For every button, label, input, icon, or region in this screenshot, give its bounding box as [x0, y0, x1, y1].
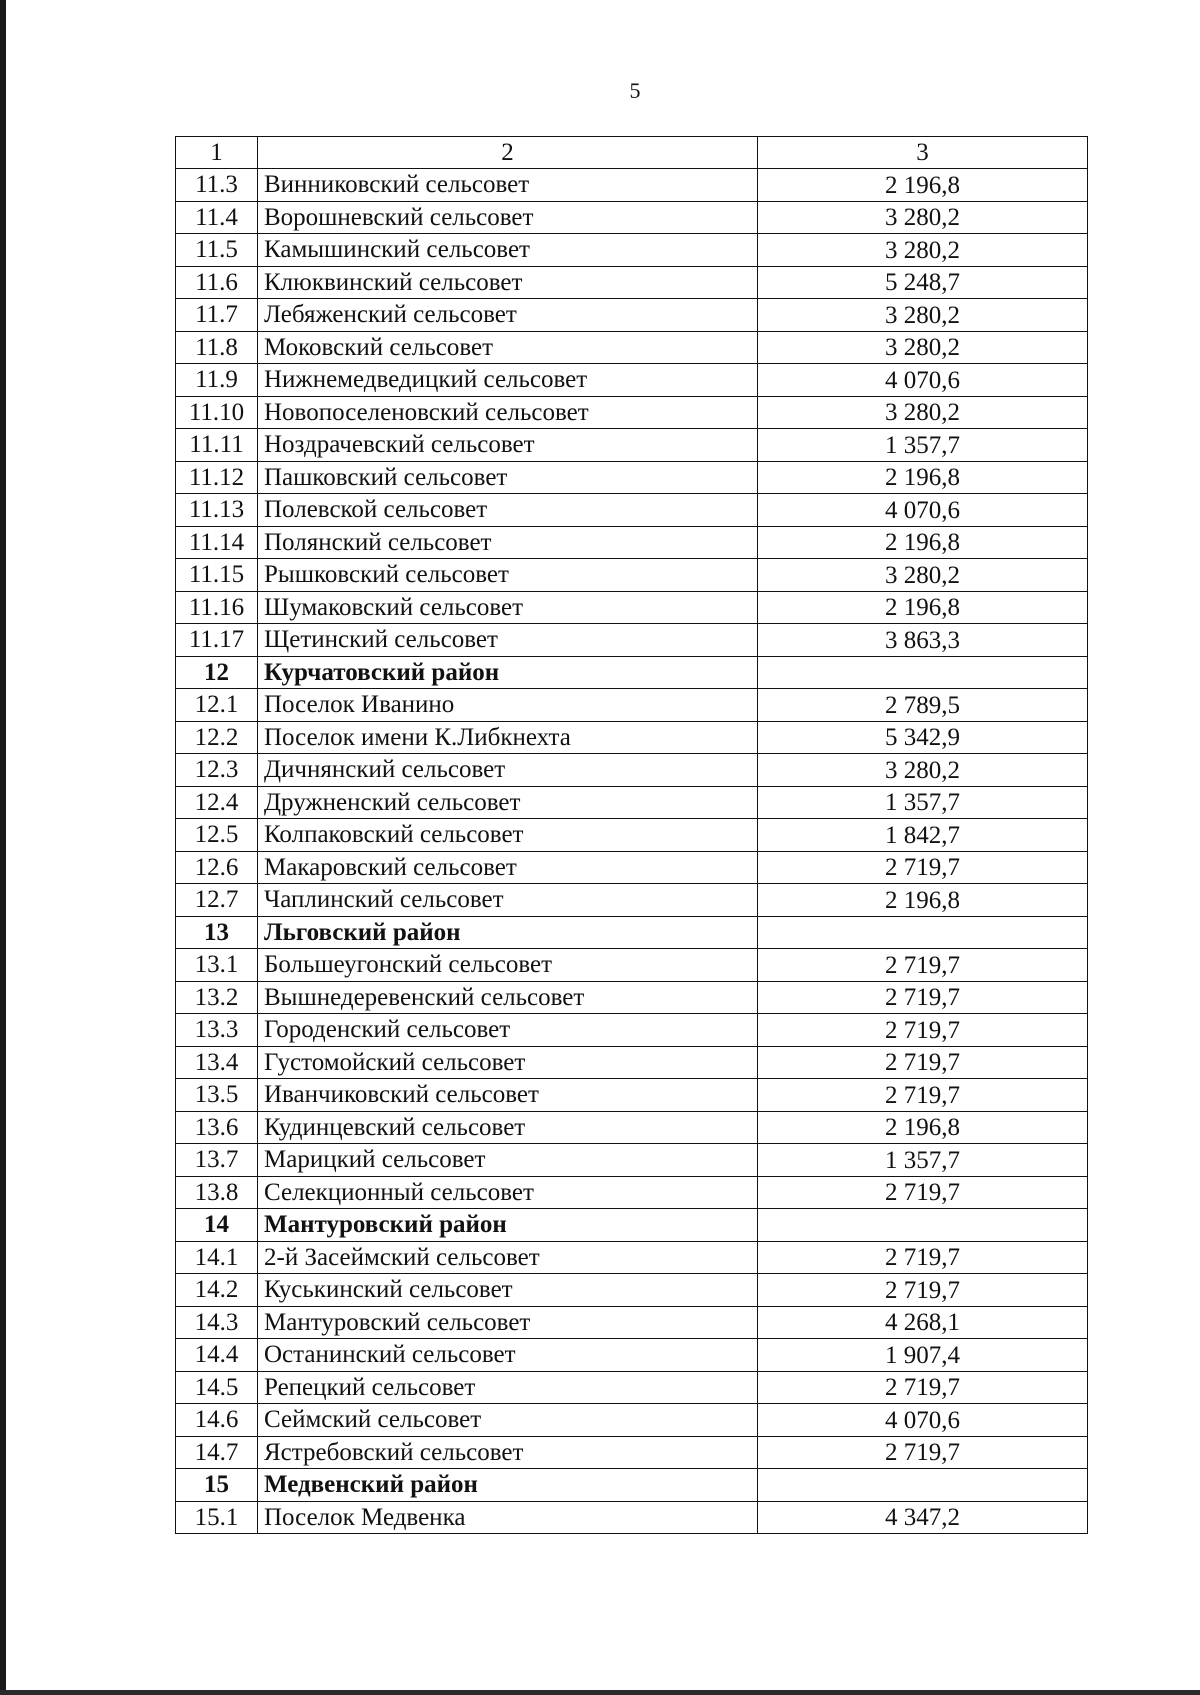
scan-edge-left — [0, 0, 6, 1695]
table-row — [176, 981, 1088, 1014]
table-row — [176, 851, 1088, 884]
row-number: 14.5 — [176, 1371, 258, 1404]
amount-value: 3 280,2 — [758, 234, 1088, 267]
municipality-name: Селекционный сельсовет — [258, 1176, 758, 1209]
row-number: 14 — [176, 1209, 258, 1242]
municipality-name: Новопоселеновский сельсовет — [258, 396, 758, 429]
row-number: 13.6 — [176, 1111, 258, 1144]
row-number: 12.6 — [176, 851, 258, 884]
section-row — [176, 1469, 1088, 1502]
table-row — [176, 266, 1088, 299]
row-number: 12 — [176, 656, 258, 689]
amount-value: 2 719,7 — [758, 1241, 1088, 1274]
municipality-name: Винниковский сельсовет — [258, 169, 758, 202]
municipality-name: Куськинский сельсовет — [258, 1274, 758, 1307]
municipality-name: Иванчиковский сельсовет — [258, 1079, 758, 1112]
municipality-name: Большеугонский сельсовет — [258, 949, 758, 982]
table-row — [176, 884, 1088, 917]
row-number: 13.7 — [176, 1144, 258, 1177]
row-number: 13.1 — [176, 949, 258, 982]
row-number: 12.7 — [176, 884, 258, 917]
table-row — [176, 689, 1088, 722]
municipality-name: Поселок Медвенка — [258, 1501, 758, 1534]
municipality-name: Рышковский сельсовет — [258, 559, 758, 592]
amount-value: 4 070,6 — [758, 1404, 1088, 1437]
row-number: 11.6 — [176, 266, 258, 299]
municipality-name: Мантуровский сельсовет — [258, 1306, 758, 1339]
municipality-name: Поселок имени К.Либкнехта — [258, 721, 758, 754]
amount-value: 2 719,7 — [758, 1436, 1088, 1469]
municipality-name: Полевской сельсовет — [258, 494, 758, 527]
amount-value: 2 196,8 — [758, 526, 1088, 559]
row-number: 14.3 — [176, 1306, 258, 1339]
row-number: 11.16 — [176, 591, 258, 624]
municipality-name: Марицкий сельсовет — [258, 1144, 758, 1177]
amount-value: 2 719,7 — [758, 981, 1088, 1014]
amount-value: 4 070,6 — [758, 494, 1088, 527]
column-header-2: 2 — [258, 137, 758, 169]
table-row — [176, 1014, 1088, 1047]
table-row — [176, 201, 1088, 234]
table-row — [176, 1176, 1088, 1209]
row-number: 11.14 — [176, 526, 258, 559]
amount-value — [758, 656, 1088, 689]
section-row — [176, 916, 1088, 949]
municipality-name: Густомойский сельсовет — [258, 1046, 758, 1079]
amount-value — [758, 916, 1088, 949]
table-row — [176, 624, 1088, 657]
municipality-name: Останинский сельсовет — [258, 1339, 758, 1372]
row-number: 12.4 — [176, 786, 258, 819]
row-number: 11.4 — [176, 201, 258, 234]
table-row — [176, 396, 1088, 429]
amount-value: 2 196,8 — [758, 461, 1088, 494]
municipality-name: Кудинцевский сельсовет — [258, 1111, 758, 1144]
municipality-name: Нижнемедведицкий сельсовет — [258, 364, 758, 397]
row-number: 11.11 — [176, 429, 258, 462]
amount-value: 2 719,7 — [758, 1274, 1088, 1307]
row-number: 14.7 — [176, 1436, 258, 1469]
amount-value: 3 280,2 — [758, 559, 1088, 592]
municipality-name: Моковский сельсовет — [258, 331, 758, 364]
table-row — [176, 1339, 1088, 1372]
row-number: 14.2 — [176, 1274, 258, 1307]
municipality-name: Колпаковский сельсовет — [258, 819, 758, 852]
municipality-name: Дичнянский сельсовет — [258, 754, 758, 787]
municipality-name: Ястребовский сельсовет — [258, 1436, 758, 1469]
row-number: 12.3 — [176, 754, 258, 787]
district-name: Льговский район — [258, 916, 758, 949]
row-number: 11.3 — [176, 169, 258, 202]
table-row — [176, 1111, 1088, 1144]
table-row — [176, 591, 1088, 624]
amount-value: 3 280,2 — [758, 331, 1088, 364]
amount-value: 2 196,8 — [758, 169, 1088, 202]
amount-value: 1 357,7 — [758, 786, 1088, 819]
column-header-3: 3 — [758, 137, 1088, 169]
amount-value: 2 196,8 — [758, 1111, 1088, 1144]
municipality-name: 2-й Засеймский сельсовет — [258, 1241, 758, 1274]
table-row — [176, 1371, 1088, 1404]
row-number: 11.7 — [176, 299, 258, 332]
amount-value: 2 719,7 — [758, 851, 1088, 884]
amount-value: 2 719,7 — [758, 949, 1088, 982]
amount-value: 2 196,8 — [758, 884, 1088, 917]
table-row — [176, 721, 1088, 754]
row-number: 14.4 — [176, 1339, 258, 1372]
table-row — [176, 364, 1088, 397]
table-row — [176, 1046, 1088, 1079]
municipality-name: Полянский сельсовет — [258, 526, 758, 559]
row-number: 12.5 — [176, 819, 258, 852]
amount-value: 3 280,2 — [758, 201, 1088, 234]
amount-value: 1 357,7 — [758, 429, 1088, 462]
table-row — [176, 526, 1088, 559]
row-number: 15.1 — [176, 1501, 258, 1534]
table-row — [176, 786, 1088, 819]
amount-value: 4 268,1 — [758, 1306, 1088, 1339]
row-number: 11.9 — [176, 364, 258, 397]
municipality-name: Ноздрачевский сельсовет — [258, 429, 758, 462]
table-row — [176, 819, 1088, 852]
amount-value: 2 719,7 — [758, 1176, 1088, 1209]
row-number: 13.4 — [176, 1046, 258, 1079]
table-row — [176, 1436, 1088, 1469]
row-number: 14.6 — [176, 1404, 258, 1437]
amount-value — [758, 1209, 1088, 1242]
municipality-name: Пашковский сельсовет — [258, 461, 758, 494]
municipality-name: Лебяженский сельсовет — [258, 299, 758, 332]
municipality-name: Клюквинский сельсовет — [258, 266, 758, 299]
row-number: 13.8 — [176, 1176, 258, 1209]
row-number: 11.12 — [176, 461, 258, 494]
amount-value — [758, 1469, 1088, 1502]
table-row — [176, 1241, 1088, 1274]
row-number: 11.8 — [176, 331, 258, 364]
section-row — [176, 656, 1088, 689]
amount-value: 4 347,2 — [758, 1501, 1088, 1534]
amount-value: 3 280,2 — [758, 299, 1088, 332]
allocation-table — [175, 136, 1088, 1534]
row-number: 14.1 — [176, 1241, 258, 1274]
table-row — [176, 1274, 1088, 1307]
amount-value: 5 342,9 — [758, 721, 1088, 754]
row-number: 13.2 — [176, 981, 258, 1014]
row-number: 12.1 — [176, 689, 258, 722]
table-row — [176, 949, 1088, 982]
table-row — [176, 429, 1088, 462]
district-name: Медвенский район — [258, 1469, 758, 1502]
district-name: Курчатовский район — [258, 656, 758, 689]
municipality-name: Щетинский сельсовет — [258, 624, 758, 657]
amount-value: 2 719,7 — [758, 1371, 1088, 1404]
row-number: 13.3 — [176, 1014, 258, 1047]
table-row — [176, 1079, 1088, 1112]
amount-value: 3 280,2 — [758, 396, 1088, 429]
municipality-name: Городенский сельсовет — [258, 1014, 758, 1047]
amount-value: 2 719,7 — [758, 1046, 1088, 1079]
amount-value: 5 248,7 — [758, 266, 1088, 299]
row-number: 11.10 — [176, 396, 258, 429]
row-number: 13.5 — [176, 1079, 258, 1112]
municipality-name: Чаплинский сельсовет — [258, 884, 758, 917]
row-number: 15 — [176, 1469, 258, 1502]
page-number: 5 — [629, 78, 641, 103]
municipality-name: Репецкий сельсовет — [258, 1371, 758, 1404]
amount-value: 2 719,7 — [758, 1014, 1088, 1047]
table-row — [176, 169, 1088, 202]
table-row — [176, 754, 1088, 787]
scan-edge-bottom — [0, 1690, 1200, 1695]
municipality-name: Поселок Иванино — [258, 689, 758, 722]
table-row — [176, 1501, 1088, 1534]
section-row — [176, 1209, 1088, 1242]
amount-value: 1 907,4 — [758, 1339, 1088, 1372]
municipality-name: Макаровский сельсовет — [258, 851, 758, 884]
amount-value: 1 357,7 — [758, 1144, 1088, 1177]
table-row — [176, 461, 1088, 494]
amount-value: 2 789,5 — [758, 689, 1088, 722]
table-row — [176, 559, 1088, 592]
municipality-name: Вышнедеревенский сельсовет — [258, 981, 758, 1014]
table-row — [176, 331, 1088, 364]
municipality-name: Шумаковский сельсовет — [258, 591, 758, 624]
table-body — [176, 137, 1088, 1534]
amount-value: 3 863,3 — [758, 624, 1088, 657]
amount-value: 1 842,7 — [758, 819, 1088, 852]
amount-value: 4 070,6 — [758, 364, 1088, 397]
municipality-name: Дружненский сельсовет — [258, 786, 758, 819]
table-row — [176, 234, 1088, 267]
row-number: 11.5 — [176, 234, 258, 267]
municipality-name: Ворошневский сельсовет — [258, 201, 758, 234]
row-number: 12.2 — [176, 721, 258, 754]
row-number: 11.15 — [176, 559, 258, 592]
row-number: 11.13 — [176, 494, 258, 527]
municipality-name: Сеймский сельсовет — [258, 1404, 758, 1437]
table-row — [176, 1144, 1088, 1177]
amount-value: 3 280,2 — [758, 754, 1088, 787]
amount-value: 2 196,8 — [758, 591, 1088, 624]
table-header-row — [176, 137, 1088, 169]
row-number: 13 — [176, 916, 258, 949]
column-header-1: 1 — [176, 137, 258, 169]
district-name: Мантуровский район — [258, 1209, 758, 1242]
table-row — [176, 299, 1088, 332]
table-row — [176, 494, 1088, 527]
municipality-name: Камышинский сельсовет — [258, 234, 758, 267]
amount-value: 2 719,7 — [758, 1079, 1088, 1112]
row-number: 11.17 — [176, 624, 258, 657]
table-row — [176, 1404, 1088, 1437]
table-row — [176, 1306, 1088, 1339]
